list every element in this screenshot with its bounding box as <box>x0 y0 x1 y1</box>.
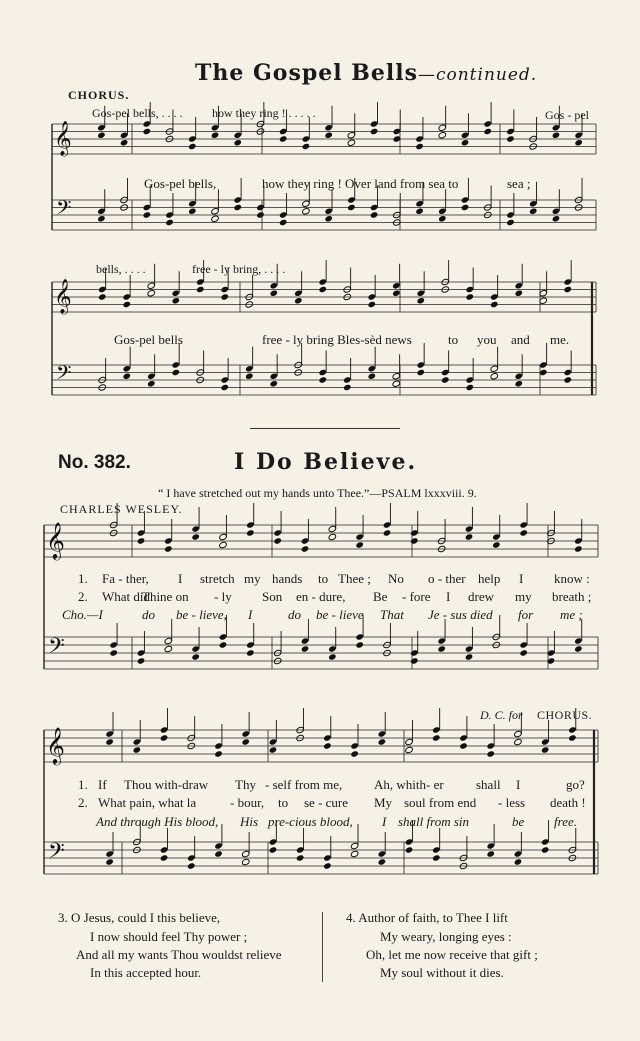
cho-line1-w1: Cho.—I <box>62 607 103 622</box>
v2-line2-w4: se - cure <box>304 795 349 810</box>
v1-line1-w4: my <box>244 571 261 586</box>
v2-line1-w3: - ly <box>214 589 232 604</box>
v2-line2-w6: soul from end <box>404 795 477 810</box>
sys2-lyric-1: Gos-pel bells <box>114 332 183 347</box>
cho-line1-w9: for <box>518 607 534 622</box>
sys2-lyric-6: me. <box>550 332 570 347</box>
sys2-lyric-4: you <box>477 332 497 347</box>
chorus-label: CHORUS. <box>68 88 130 102</box>
v1-line1-w5: hands <box>272 571 303 586</box>
v2-line1-w5: en - dure, <box>296 589 346 604</box>
cho-line2-w6: be <box>512 814 525 829</box>
v2-line1-w7: - fore <box>402 589 431 604</box>
svg-text:𝄞: 𝄞 <box>54 121 72 156</box>
hymn-author: CHARLES WESLEY. <box>60 502 183 516</box>
verse4-line2: My weary, longing eyes : <box>380 929 512 944</box>
sys1-top-lyric-1: Gos-pel bells, . . . . <box>92 106 183 120</box>
verse-divider <box>322 912 323 982</box>
v2-line2-w1: What pain, what la <box>98 795 197 810</box>
v2-line1-w9: drew <box>468 589 494 604</box>
verse4-line4: My soul without it dies. <box>380 965 504 980</box>
svg-text:𝄢: 𝄢 <box>56 196 72 224</box>
v2-line2-w8: death ! <box>550 795 586 810</box>
v1-line1-w6: to <box>318 571 329 586</box>
sys1-top-lyric-3: Gos - pel <box>545 108 589 122</box>
v1-line2-w5: Ah, whith- er <box>374 777 444 792</box>
cho-line1-w2: do <box>142 607 155 622</box>
verse3-line3: And all my wants Thou wouldst relieve <box>76 947 282 962</box>
v1-line1-w12: know : <box>554 571 590 586</box>
v1-line2-w2: Thou with-draw <box>124 777 209 792</box>
divider <box>250 428 400 429</box>
v2-line1-w10: my <box>515 589 532 604</box>
dc-label: D. C. for <box>480 708 523 722</box>
cho-line2-w7: free. <box>554 814 577 829</box>
cho-line1-w10: me ; <box>560 607 583 622</box>
v1-line1-w9: o - ther <box>428 571 466 586</box>
sys2-lyric-5: and <box>511 332 530 347</box>
v2-line2-num: 2. <box>78 795 88 810</box>
svg-text:𝄢: 𝄢 <box>56 361 72 389</box>
sys1-lyric-2: how they ring ! Over land from sea to <box>262 176 459 191</box>
running-title-suffix: —continued. <box>417 65 538 85</box>
v2-line2-w3: to <box>278 795 289 810</box>
cho-line1-w3: be - lieve, <box>176 607 227 622</box>
verse3-line1: 3. O Jesus, could I this believe, <box>58 910 221 925</box>
cho-line1-w4: I <box>248 607 253 622</box>
svg-text:𝄢: 𝄢 <box>48 839 65 869</box>
verse4-line1: 4. Author of faith, to Thee I lift <box>346 910 508 925</box>
v2-line2-w2: - bour, <box>230 795 265 810</box>
verse3-line2: I now should feel Thy power ; <box>90 929 248 944</box>
v1-line2-w1: If <box>98 777 107 792</box>
cho-line1-w8: Je - sus died <box>428 607 493 622</box>
hymn-epigraph: “ I have stretched out my hands unto Thee.”—PSALM lxxxviii. 9. <box>158 486 477 500</box>
dc-chorus: CHORUS. <box>537 708 593 722</box>
cho-line1-w5: do <box>288 607 301 622</box>
running-title <box>195 60 537 86</box>
v1-line2-w3: Thy <box>235 777 256 792</box>
v2-line1-w2: Thine on <box>142 589 189 604</box>
svg-text:𝄞: 𝄞 <box>54 279 72 314</box>
v1-line1-w1: Fa - ther, <box>102 571 149 586</box>
verse4-line3: Oh, let me now receive that gift ; <box>366 947 538 962</box>
v1-line1-w3: stretch <box>200 571 235 586</box>
sys2-lyric-2: free - ly bring Bles-sèd news <box>262 332 412 347</box>
v1-line2-w4: - self from me, <box>265 777 343 792</box>
sys1-lyric-3: sea ; <box>507 176 531 191</box>
v1-line1-w11: I <box>519 571 524 586</box>
v2-line2-w7: - less <box>498 795 526 810</box>
v1-line2-w8: go? <box>566 777 585 792</box>
verse3-line4: In this accepted hour. <box>90 965 202 980</box>
cho-line2-w4: I <box>382 814 387 829</box>
hymn-number: No. 382. <box>58 452 131 473</box>
v1-line2-w6: shall <box>476 777 501 792</box>
v1-line2-num: 1. <box>78 777 88 792</box>
hymn-title: I Do Believe. <box>234 449 418 475</box>
cho-line2-w2: His <box>240 814 259 829</box>
running-title-text: The Gospel Bells <box>195 60 418 86</box>
sys2-lyric-3: to <box>448 332 459 347</box>
svg-text:𝄞: 𝄞 <box>46 726 65 764</box>
sys2-top-lyric-1: bells, . . . . <box>96 262 146 276</box>
v2-line1-w8: I <box>446 589 451 604</box>
v2-line2-w5: My <box>374 795 393 810</box>
cho-line2-w3: pre-cious blood, <box>268 814 353 829</box>
v1-line1-num: 1. <box>78 571 88 586</box>
sys2-top-lyric-2: free - ly bring, . . . . <box>192 262 286 276</box>
v2-line1-w4: Son <box>262 589 283 604</box>
cho-line2-w1: And through His blood, <box>96 814 219 829</box>
svg-text:𝄢: 𝄢 <box>48 634 65 664</box>
cho-line1-w6: be - lieve <box>316 607 364 622</box>
v1-line1-w2: I <box>178 571 183 586</box>
v1-line1-w10: help <box>478 571 501 586</box>
cho-line2-w5: shall from sin <box>398 814 470 829</box>
v1-line1-w8: No <box>388 571 404 586</box>
sys1-lyric-1: Gos-pel bells, <box>144 176 217 191</box>
sys1-top-lyric-2: how they ring ! . . . . . <box>212 106 316 120</box>
v2-line1-w11: breath ; <box>552 589 592 604</box>
cho-line1-w7: That <box>380 607 404 622</box>
v2-line1-num: 2. <box>78 589 88 604</box>
svg-text:𝄞: 𝄞 <box>46 521 65 559</box>
v1-line1-w7: Thee ; <box>338 571 371 586</box>
v2-line1-w1: What did <box>102 589 151 604</box>
v1-line2-w7: I <box>516 777 521 792</box>
v2-line1-w6: Be <box>373 589 388 604</box>
